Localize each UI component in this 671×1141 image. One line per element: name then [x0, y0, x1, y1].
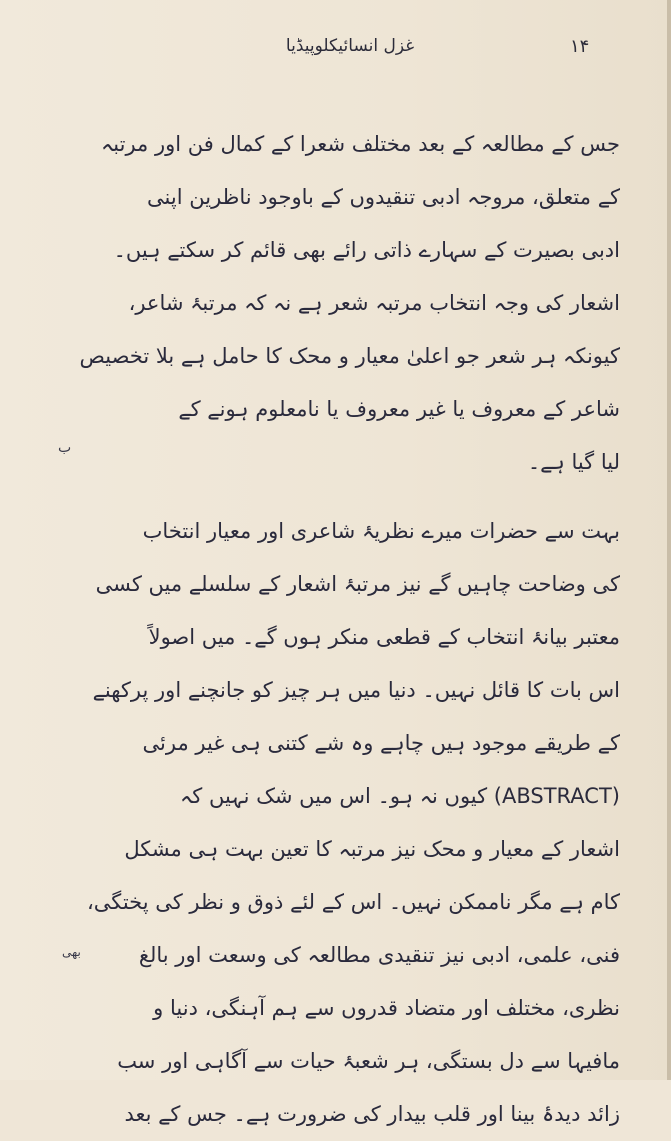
text-line: نظری، مختلف اور متضاد قدروں سے ہم آہنگی، دنیا و: [153, 996, 620, 1020]
page-edge: [667, 0, 671, 1080]
paragraph-1: [60, 118, 620, 489]
text-line: لیا گیا ہے۔: [527, 450, 620, 474]
text-line: بہت سے حضرات میرے نظریۂ شاعری اور معیار انتخاب: [142, 519, 620, 543]
text-line: اشعار کے معیار و محک نیز مرتبہ کا تعین بہت ہی مشکل: [124, 837, 620, 861]
text-line: جس کے مطالعہ کے بعد مختلف شعرا کے کمال فن اور مرتبہ: [100, 132, 620, 156]
interline-correction-note: بھی: [62, 945, 81, 959]
text-line: کے طریقے موجود ہیں چاہے وہ شے کتنی ہی غیر مرئی: [142, 731, 620, 755]
body-text: [60, 118, 620, 1141]
running-head: غزل انسائیکلوپیڈیا: [285, 36, 415, 56]
text-line: اس بات کا قائل نہیں۔ دنیا میں ہر چیز کو جانچنے اور پرکھنے: [92, 678, 620, 702]
text-line: اشعار کی وجہ انتخاب مرتبہ شعر ہے نہ کہ مرتبۂ شاعر،: [128, 291, 620, 315]
text-line: کام ہے مگر ناممکن نہیں۔ اس کے لئے ذوق و نظر کی پختگی،: [86, 890, 620, 914]
text-line: کے متعلق، مروجہ ادبی تنقیدوں کے باوجود ناظرین اپنی: [147, 185, 620, 209]
page-number: ۱۴: [570, 36, 590, 57]
text-line: ادبی بصیرت کے سہارے ذاتی رائے بھی قائم کر سکتے ہیں۔: [113, 238, 620, 262]
text-line: زائد دیدۂ بینا اور قلب بیدار کی ضرورت ہے۔ جس کے بعد: [124, 1102, 620, 1126]
margin-correction-note: ب: [58, 440, 72, 456]
text-line: معتبر بیانۂ انتخاب کے قطعی منکر ہوں گے۔ میں اصولاً: [148, 625, 620, 649]
text-line: (ABSTRACT) کیوں نہ ہو۔ اس میں شک نہیں کہ: [179, 784, 620, 808]
text-line: کی وضاحت چاہیں گے نیز مرتبۂ اشعار کے سلسلے میں کسی: [95, 572, 620, 596]
text-line: مافیہا سے دل بستگی، ہر شعبۂ حیات سے آگاہی اور سب: [117, 1049, 620, 1073]
paragraph-2: [60, 505, 620, 1141]
paragraph-gap: [60, 489, 620, 505]
text-line: شاعر کے معروف یا غیر معروف یا نامعلوم ہونے کے: [178, 397, 620, 421]
text-line: فنی، علمی، ادبی نیز تنقیدی مطالعہ کی وسعت اور بالغ: [138, 943, 620, 967]
text-line: کیونکہ ہر شعر جو اعلیٰ معیار و محک کا حامل ہے بلا تخصیص: [79, 344, 620, 368]
